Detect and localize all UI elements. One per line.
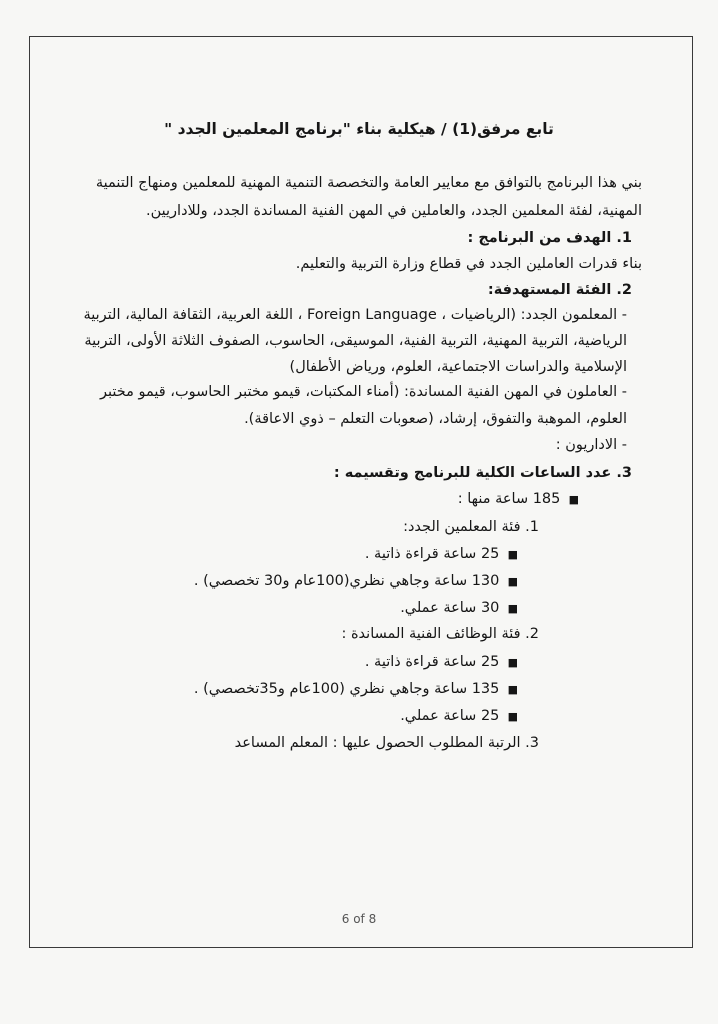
intro-line-1: بني هذا البرنامج بالتوافق مع معايير العامة والتخصصة التنمية المهنية للمعلمين ومنهاج التنمية <box>95 175 642 191</box>
bullet-icon: ■ <box>507 683 518 696</box>
group2-item-2 <box>194 678 518 701</box>
group2-item-3 <box>400 705 518 728</box>
group1-item-text: 25 ساعة قراءة ذاتية . <box>364 546 500 562</box>
rank-line: 3. الرتبة المطلوب الحصول عليها : المعلم المساعد <box>234 735 539 751</box>
document-title: تابع مرفق(1) / هيكلية بناء "برنامج المعلمين الجدد " <box>164 120 554 138</box>
bullet-icon: ■ <box>507 656 518 669</box>
bullet-icon: ■ <box>507 710 518 723</box>
teachers-line-2: الرياضية، التربية المهنية، التربية الفنية، الموسيقى، الحاسوب، الصفوف الثلاثة الأولى، التربية <box>84 333 627 349</box>
page-number: 6 of 8 <box>341 912 377 926</box>
total-hours-text: 185 ساعة منها : <box>457 491 561 507</box>
bullet-icon: ■ <box>507 548 518 561</box>
group2-item-text: 135 ساعة وجاهي نظري (100عام و35تخصصي) . <box>193 681 500 697</box>
support-line-1: - العاملون في المهن الفنية المساندة: (أمناء المكتبات، قيمو مختبر الحاسوب، قيمو مختبر <box>99 384 627 400</box>
admins-line: - الاداريون : <box>555 437 627 453</box>
group1-item-3 <box>400 597 518 620</box>
group2-heading: 2. فئة الوظائف الفنية المساندة : <box>341 626 539 642</box>
teachers-line-1: - المعلمون الجدد: (الرياضيات ، Foreign Language ، اللغة العربية، الثقافة المالية، التربية <box>83 307 627 323</box>
section1-heading: 1. الهدف من البرنامج : <box>467 230 632 246</box>
group1-heading: 1. فئة المعلمين الجدد: <box>403 519 539 535</box>
bullet-icon: ■ <box>507 575 518 588</box>
section2-heading: 2. الفئة المستهدفة: <box>487 282 632 298</box>
group1-item-1 <box>365 543 518 566</box>
section1-text: بناء قدرات العاملين الجدد في قطاع وزارة التربية والتعليم. <box>295 256 642 272</box>
teachers-line-3: الإسلامية والدراسات الاجتماعية، العلوم، ورياض الأطفال) <box>289 359 627 375</box>
group1-item-text: 130 ساعة وجاهي نظري(100عام و30 تخصصي) . <box>193 573 500 589</box>
total-hours <box>458 488 579 511</box>
intro-line-2: المهنية، لفئة المعلمين الجدد، والعاملين في المهن الفنية المساندة الجدد، وللاداريين. <box>145 203 642 219</box>
section3-heading: 3. عدد الساعات الكلية للبرنامج وتقسيمه : <box>333 465 632 481</box>
group1-item-2 <box>194 570 518 593</box>
group1-item-text: 30 ساعة عملي. <box>400 600 500 616</box>
group2-item-1 <box>365 651 518 674</box>
bullet-icon: ■ <box>568 493 579 506</box>
bullet-icon: ■ <box>507 602 518 615</box>
group2-item-text: 25 ساعة قراءة ذاتية . <box>364 654 500 670</box>
support-line-2: العلوم، الموهبة والتفوق، إرشاد، (صعوبات التعلم – ذوي الاعاقة). <box>244 411 627 427</box>
group2-item-text: 25 ساعة عملي. <box>400 708 500 724</box>
